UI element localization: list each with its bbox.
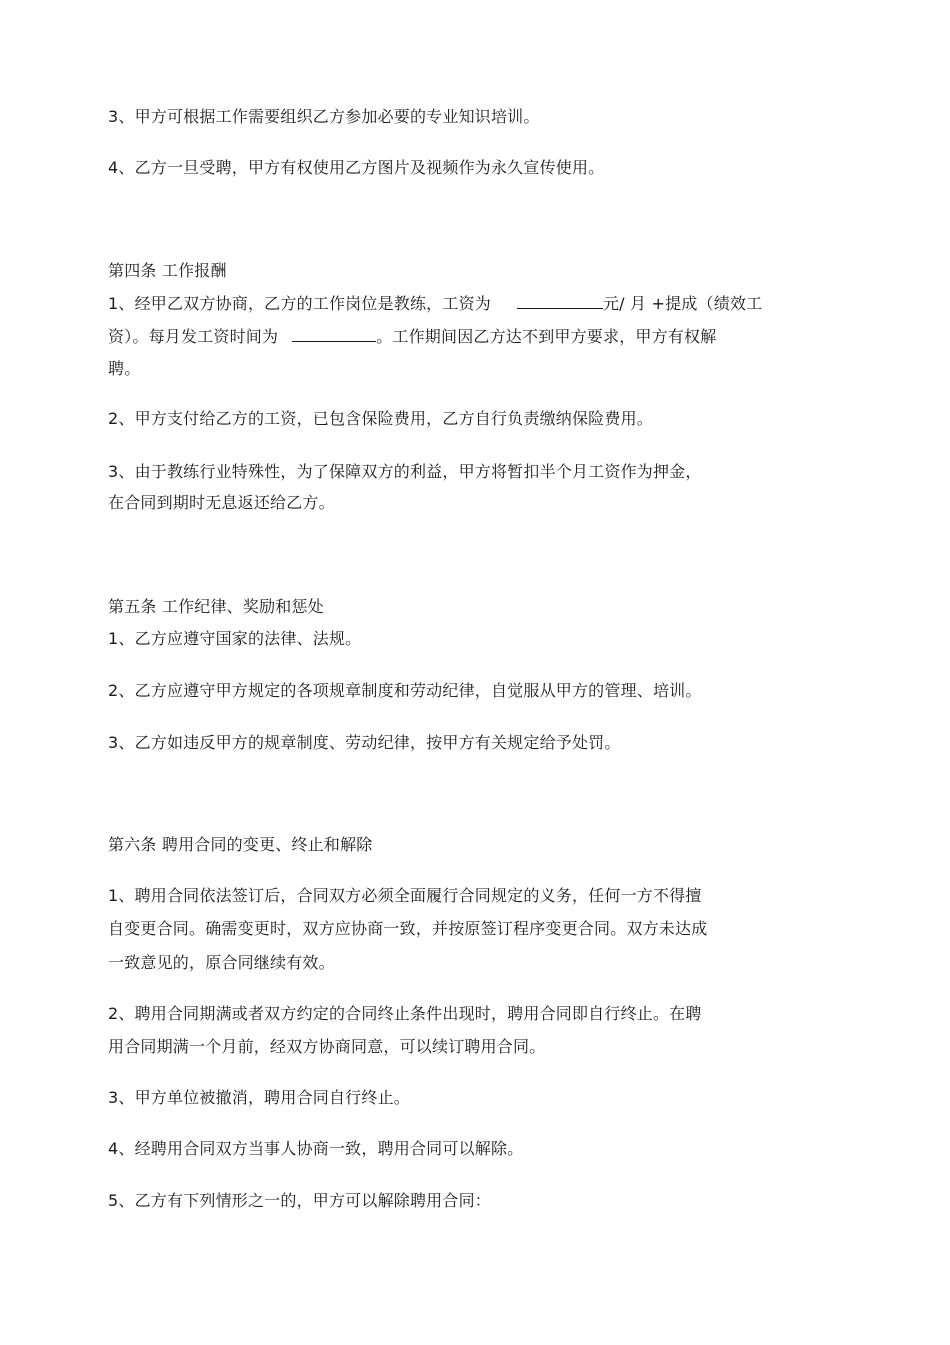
clause-6-2-line2: 用合同期满一个月前，经双方协商同意，可以续订聘用合同。 [108,1037,546,1056]
payday-blank [292,326,376,342]
clause-4-1-line2 [108,326,716,347]
section-heading-5: 第五条 工作纪律、奖励和惩处 [108,597,324,616]
clause-5-1: 1、乙方应遵守国家的法律、法规。 [108,629,362,648]
clause-4-1-line3: 聘。 [108,359,141,378]
clause-6-1-line1: 1、聘用合同依法签订后，合同双方必须全面履行合同规定的义务，任何一方不得擅 [108,886,702,905]
clause-4-1-text-a: 1、经甲乙双方协商，乙方的工作岗位是教练，工资为 [108,294,491,313]
clause-6-3: 3、甲方单位被撤消，聘用合同自行终止。 [108,1088,410,1107]
salary-blank [517,293,603,309]
clause-4-1-text-d: 。工作期间因乙方达不到甲方要求，甲方有权解 [376,327,717,346]
clause-4-2: 2、甲方支付给乙方的工资，已包含保险费用，乙方自行负责缴纳保险费用。 [108,409,653,428]
clause-6-1-line2: 自变更合同。确需变更时，双方应协商一致，并按原签订程序变更合同。双方未达成 [108,919,708,938]
clause-4-1-text-b: 元/ 月 +提成（绩效工 [602,294,763,313]
clause-5-2: 2、乙方应遵守甲方规定的各项规章制度和劳动纪律，自觉服从甲方的管理、培训。 [108,681,702,700]
clause-6-4: 4、经聘用合同双方当事人协商一致，聘用合同可以解除。 [108,1139,524,1158]
clause-4-1-text-c: 资）。每月发工资时间为 [108,327,279,346]
clause-6-2-line1: 2、聘用合同期满或者双方约定的合同终止条件出现时，聘用合同即自行终止。在聘 [108,1004,702,1023]
clause-4-1-line1 [108,293,762,314]
clause-4-3-line1: 3、由于教练行业特殊性，为了保障双方的利益，甲方将暂扣半个月工资作为押金， [108,462,702,481]
clause-6-5: 5、乙方有下列情形之一的，甲方可以解除聘用合同： [108,1191,491,1210]
clause-5-3: 3、乙方如违反甲方的规章制度、劳动纪律，按甲方有关规定给予处罚。 [108,733,621,752]
clause-3-3: 3、甲方可根据工作需要组织乙方参加必要的专业知识培训。 [108,107,540,126]
section-heading-4: 第四条 工作报酬 [108,261,227,280]
clause-6-1-line3: 一致意见的，原合同继续有效。 [108,953,335,972]
section-heading-6: 第六条 聘用合同的变更、终止和解除 [108,835,373,854]
clause-4-3-line2: 在合同到期时无息返还给乙方。 [108,493,335,512]
clause-3-4: 4、乙方一旦受聘，甲方有权使用乙方图片及视频作为永久宣传使用。 [108,158,605,177]
